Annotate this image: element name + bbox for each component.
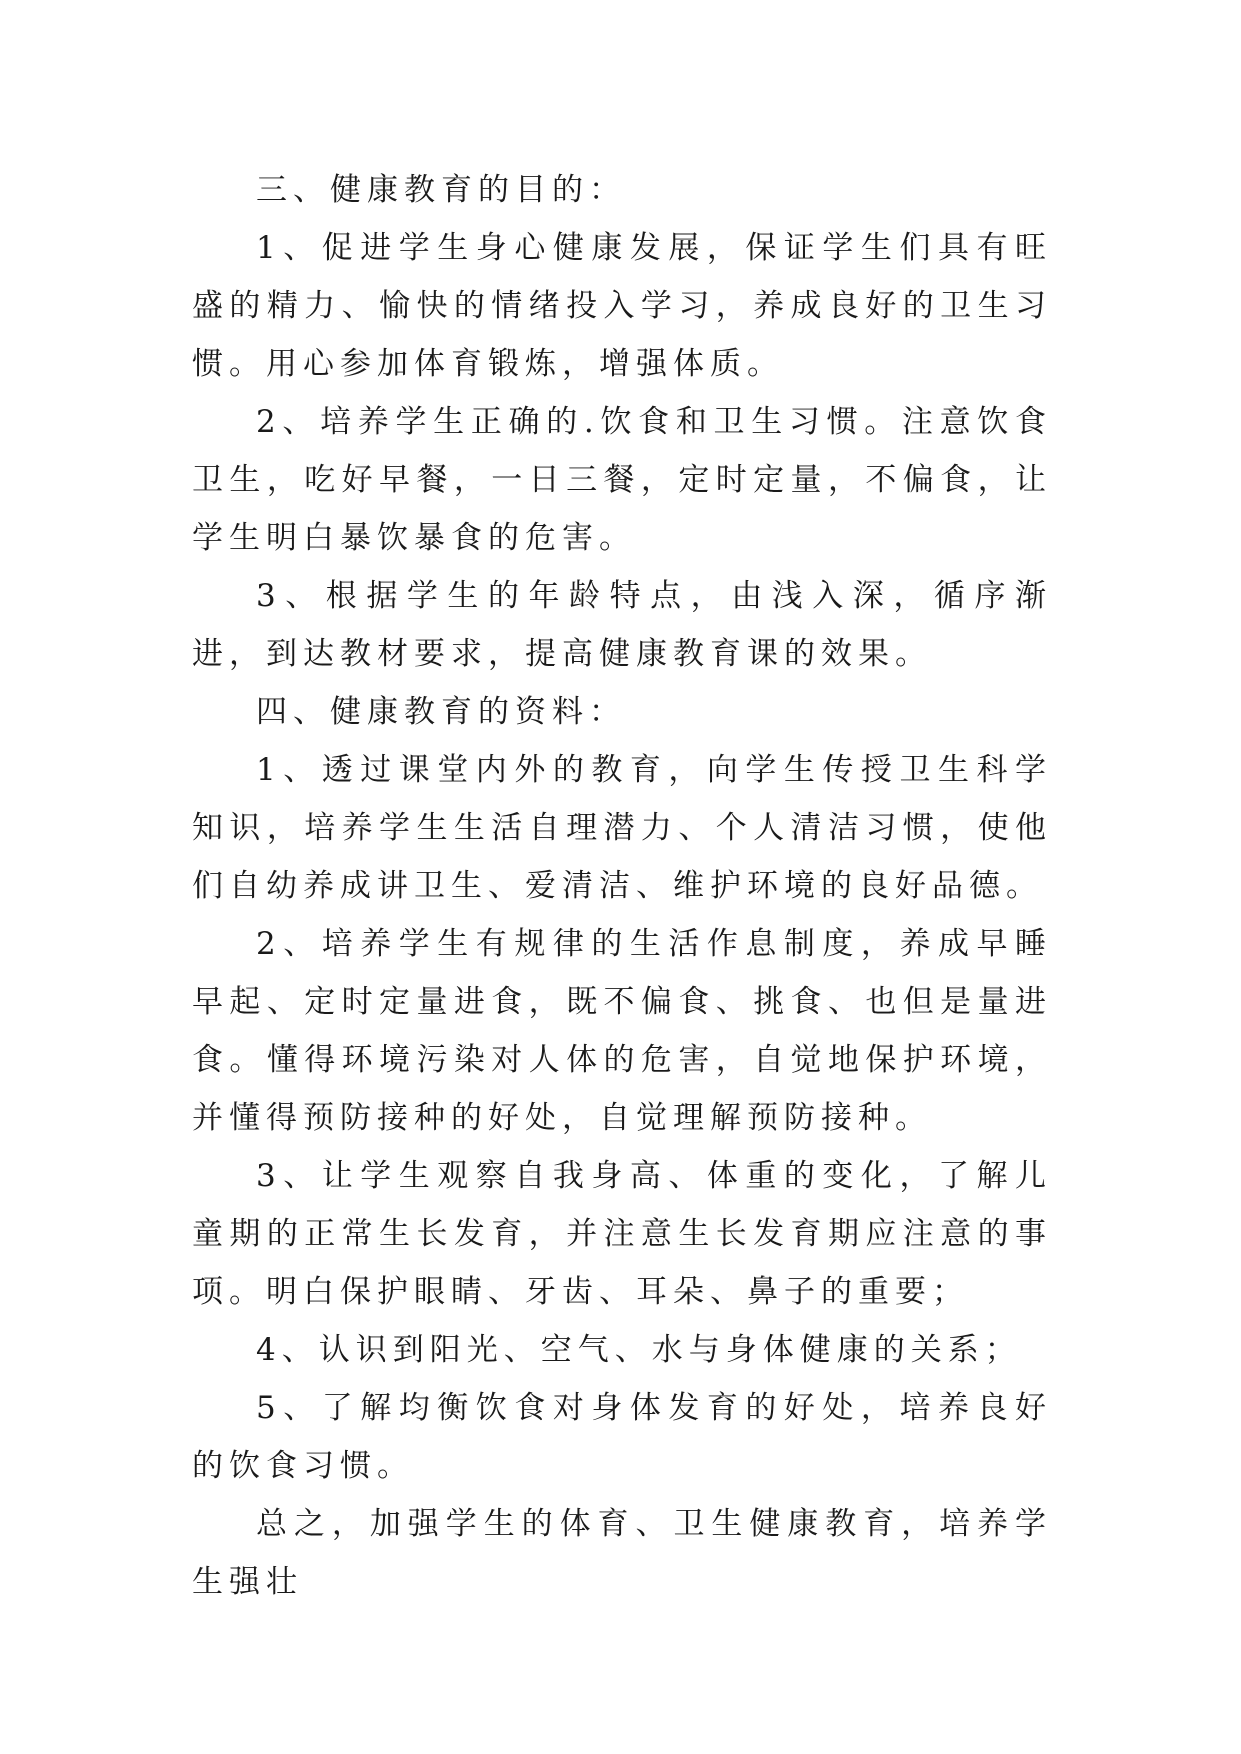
paragraph: 3、让学生观察自我身高、体重的变化，了解儿童期的正常生长发育，并注意生长发育期应注意的事项。明白保护眼睛、牙齿、耳朵、鼻子的重要； (192, 1158, 1052, 1310)
paragraph: 2、培养学生有规律的生活作息制度，养成早睡早起、定时定量进食，既不偏食、挑食、也但是量进食。懂得环境污染对人体的危害，自觉地保护环境，并懂得预防接种的好处，自觉理解预防接种。 (192, 926, 1052, 1136)
paragraph: 5、了解均衡饮食对身体发育的好处，培养良好的饮食习惯。 (192, 1390, 1052, 1484)
paragraph: 1、促进学生身心健康发展，保证学生们具有旺盛的精力、愉快的情绪投入学习，养成良好的卫生习惯。用心参加体育锻炼，增强体质。 (192, 230, 1052, 382)
paragraph-summary: 总之，加强学生的体育、卫生健康教育，培养学生强壮 (192, 1506, 1052, 1600)
paragraph: 2、培养学生正确的.饮食和卫生习惯。注意饮食卫生，吃好早餐，一日三餐，定时定量，不偏食，让学生明白暴饮暴食的危害。 (192, 404, 1052, 556)
section-heading-purpose: 三、健康教育的目的： (256, 172, 626, 208)
document-body (192, 161, 1052, 1611)
paragraph: 1、透过课堂内外的教育，向学生传授卫生科学知识，培养学生生活自理潜力、个人清洁习惯，使他们自幼养成讲卫生、爱清洁、维护环境的良好品德。 (192, 752, 1052, 904)
paragraph: 4、认识到阳光、空气、水与身体健康的关系； (256, 1332, 1022, 1368)
paragraph: 3、根据学生的年龄特点，由浅入深，循序渐进，到达教材要求，提高健康教育课的效果。 (192, 578, 1052, 672)
section-heading-materials: 四、健康教育的资料： (256, 694, 626, 730)
